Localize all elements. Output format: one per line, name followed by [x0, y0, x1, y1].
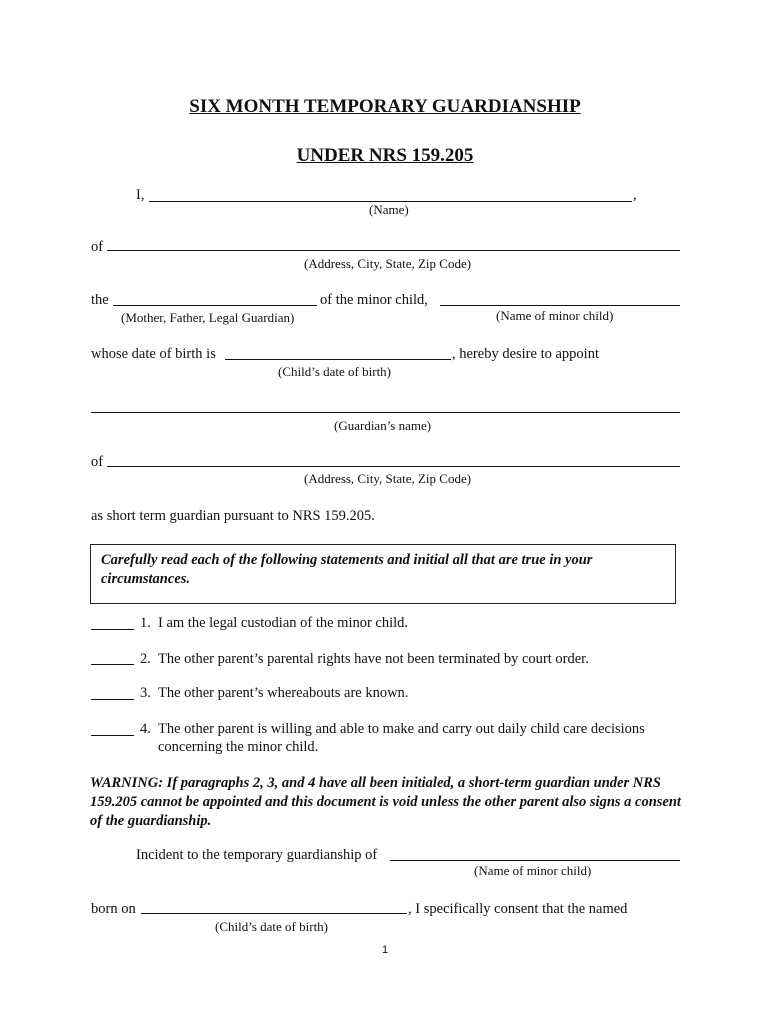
statement-number-1: 1. — [140, 615, 151, 631]
guardian-name-field[interactable] — [91, 412, 680, 413]
child-dob-caption-2: (Child’s date of birth) — [215, 919, 329, 934]
dob-prefix: whose date of birth is — [91, 346, 216, 362]
initial-field-2[interactable] — [91, 664, 134, 665]
dob-suffix: , hereby desire to appoint — [452, 346, 599, 362]
page-number: 1 — [381, 944, 389, 956]
born-on-label: born on — [91, 901, 136, 917]
initial-field-3[interactable] — [91, 699, 134, 700]
minor-name-field-2[interactable] — [390, 860, 680, 861]
statement-text-2: The other parent’s parental rights have not been terminated by court order. — [158, 651, 589, 667]
statement-text-3: The other parent’s whereabouts are known. — [158, 685, 409, 701]
initial-field-1[interactable] — [91, 629, 134, 630]
instruction-text: Carefully read each of the following statements and initial all that are true in your circumstances. — [101, 552, 593, 587]
guardian-caption: (Guardian’s name) — [334, 418, 432, 433]
statement-number-2: 2. — [140, 651, 151, 667]
guardian-address-field[interactable] — [107, 466, 680, 467]
comma: , — [633, 187, 637, 203]
statement-number-3: 3. — [140, 685, 151, 701]
address-field[interactable] — [107, 250, 680, 251]
instruction-box — [90, 544, 676, 604]
i-label: I, — [136, 187, 145, 203]
initial-field-4[interactable] — [91, 735, 134, 736]
of-label-2: of — [91, 454, 104, 470]
short-term-text: as short term guardian pursuant to NRS 159.205. — [91, 508, 375, 524]
address-caption: (Address, City, State, Zip Code) — [304, 256, 472, 271]
warning-text: WARNING: If paragraphs 2, 3, and 4 have all been initialed, a short-term guardian under NRS 159.205 cannot be appointed and this document is void unless the other parent also signs a consent of the guardianship. — [90, 775, 681, 829]
of-label: of — [91, 239, 104, 255]
document-title: SIX MONTH TEMPORARY GUARDIANSHIP — [189, 96, 581, 117]
child-dob-caption: (Child’s date of birth) — [278, 364, 392, 379]
child-dob-field[interactable] — [225, 359, 451, 360]
minor-name-caption: (Name of minor child) — [496, 308, 614, 323]
minor-name-field[interactable] — [440, 305, 680, 306]
child-dob-field-2[interactable] — [141, 913, 407, 914]
guardian-address-caption: (Address, City, State, Zip Code) — [304, 471, 472, 486]
relation-caption: (Mother, Father, Legal Guardian) — [121, 310, 295, 325]
relation-field[interactable] — [113, 305, 317, 306]
the-label: the — [91, 292, 109, 308]
statement-number-4: 4. — [140, 721, 151, 737]
statement-text-1: I am the legal custodian of the minor child. — [158, 615, 409, 631]
incident-text: Incident to the temporary guardianship of — [136, 847, 378, 863]
of-minor-child-label: of the minor child, — [320, 292, 428, 308]
name-caption: (Name) — [369, 202, 409, 217]
consent-text: , I specifically consent that the named — [408, 901, 628, 917]
minor-name-caption-2: (Name of minor child) — [474, 863, 592, 878]
document-subtitle: UNDER NRS 159.205 — [296, 145, 474, 166]
statement-text-4: The other parent is willing and able to make and carry out daily child care decisions concerning the minor child. — [158, 721, 645, 755]
